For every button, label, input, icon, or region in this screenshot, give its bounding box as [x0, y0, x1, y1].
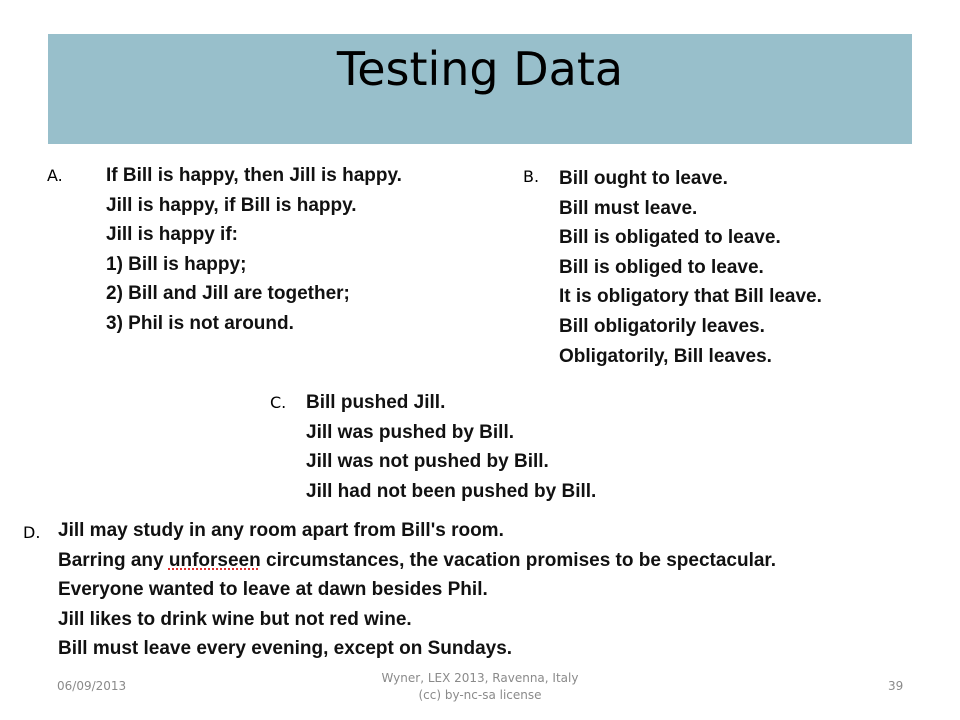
title-bar — [48, 34, 912, 144]
footer-citation-line: Wyner, LEX 2013, Ravenna, Italy — [381, 671, 579, 685]
section-a-label: A. — [47, 166, 63, 185]
section-d-text-segment: Barring any — [58, 549, 169, 571]
section-d-text — [58, 516, 776, 664]
section-b-line: Bill is obliged to leave. — [559, 256, 764, 278]
spellcheck-misspelled-word[interactable]: unforseen — [168, 549, 261, 571]
section-d-line: Everyone wanted to leave at dawn besides Phil. — [58, 579, 488, 601]
section-d-label: D. — [23, 523, 41, 542]
slide-title: Testing Data — [336, 42, 624, 96]
section-a-line: Jill is happy if: — [106, 224, 238, 246]
section-d-line-with-misspelling — [58, 546, 776, 576]
section-b-line: Bill ought to leave. — [559, 168, 728, 189]
section-c-text — [306, 388, 596, 506]
section-d-text-segment: circumstances, the vacation promises to be spectacular. — [260, 549, 777, 571]
footer-date: 06/09/2013 — [57, 679, 127, 693]
section-b-line: Obligatorily, Bill leaves. — [559, 345, 772, 367]
section-d-line: Jill may study in any room apart from Bill's room. — [58, 520, 504, 541]
section-a-line: If Bill is happy, then Jill is happy. — [106, 165, 402, 186]
footer-license-line: (cc) by-nc-sa license — [418, 688, 542, 702]
section-c-line: Bill pushed Jill. — [306, 392, 446, 413]
section-c-line: Jill had not been pushed by Bill. — [306, 480, 597, 502]
section-b-line: It is obligatory that Bill leave. — [559, 286, 822, 308]
section-b-line: Bill must leave. — [559, 197, 698, 219]
section-c-label: C. — [270, 393, 287, 412]
section-b-text — [559, 164, 822, 371]
section-b-line: Bill is obligated to leave. — [559, 227, 781, 249]
section-b-line: Bill obligatorily leaves. — [559, 315, 765, 337]
section-d-line: Jill likes to drink wine but not red wine. — [58, 608, 412, 630]
section-d-line: Bill must leave every evening, except on Sundays. — [58, 638, 513, 660]
footer-page-number: 39 — [888, 679, 904, 693]
section-a-line: 3) Phil is not around. — [106, 312, 294, 334]
footer-citation — [330, 670, 630, 704]
section-a-line: Jill is happy, if Bill is happy. — [106, 194, 357, 216]
section-b-label: B. — [523, 167, 540, 186]
section-a-line: 2) Bill and Jill are together; — [106, 283, 350, 305]
section-c-line: Jill was pushed by Bill. — [306, 421, 514, 443]
section-a-text — [106, 161, 402, 339]
section-c-line: Jill was not pushed by Bill. — [306, 451, 549, 473]
section-a-line: 1) Bill is happy; — [106, 253, 247, 275]
